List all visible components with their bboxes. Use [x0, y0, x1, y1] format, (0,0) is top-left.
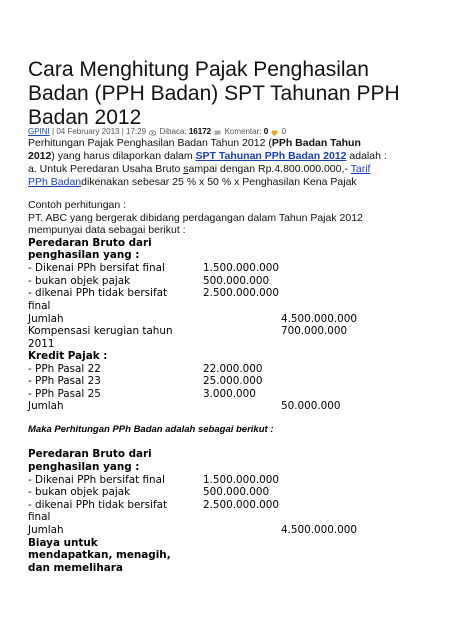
s1-year: 2011: [28, 338, 55, 350]
s1-final: final: [28, 300, 51, 312]
s2-row-value: 2.500.000.000: [203, 499, 280, 511]
s2-row-value: 1.500.000.000: [203, 474, 280, 486]
s1-row-value: 1.500.000.000: [203, 262, 280, 274]
article-title-line-1: Cara Menghitung Pajak Penghasilan: [28, 58, 369, 81]
tarif-link[interactable]: Tarif: [350, 163, 371, 175]
s1-row-value: 500.000.000: [203, 275, 270, 287]
comment-icon: [214, 129, 221, 135]
s1-kredit-label: - PPh Pasal 25: [28, 388, 101, 400]
likes-count: 0: [281, 127, 287, 136]
eye-icon: [149, 129, 156, 135]
company-line-2: mempunyai data sebagai berikut :: [28, 224, 186, 236]
s2-biaya-3: dan memelihara: [28, 562, 123, 574]
pph-badan-link[interactable]: PPh Badan: [28, 176, 82, 188]
s1-heading-1: Peredaran Bruto dari: [28, 237, 152, 249]
s2-heading-1: Peredaran Bruto dari: [28, 448, 152, 460]
comments-count: 0: [263, 127, 269, 136]
s2-row-label: - dikenai PPh tidak bersifat: [28, 499, 168, 511]
s1-jumlah: Jumlah: [28, 313, 64, 325]
s2-biaya-2: mendapatkan, menagih,: [28, 549, 171, 561]
s1-heading-2: penghasilan yang :: [28, 249, 140, 261]
s1-row-value: 2.500.000.000: [203, 287, 280, 299]
s2-biaya-1: Biaya untuk: [28, 537, 98, 549]
s1-row-label: - bukan objek pajak: [28, 275, 131, 287]
s1-row-label: - dikenai PPh tidak bersifat: [28, 287, 168, 299]
article-meta: [28, 127, 286, 136]
company-line-1: PT. ABC yang bergerak dibidang perdagangan dalam Tahun Pajak 2012: [28, 212, 363, 224]
s1-kredit-label: - PPh Pasal 23: [28, 375, 101, 387]
article-title-line-2: Badan (PPH Badan) SPT Tahunan PPH: [28, 82, 400, 105]
spt-link[interactable]: SPT Tahunan PPh Badan 2012: [195, 150, 347, 162]
post-date: | 04 February 2013 | 17:29: [52, 127, 147, 136]
article-title-line-3: Badan 2012: [28, 106, 142, 129]
s2-row-label: - bukan objek pajak: [28, 486, 131, 498]
s1-jumlah-value: 4.500.000.000: [281, 313, 358, 325]
s2-row-value: 500.000.000: [203, 486, 270, 498]
intro-line-4: PPh Badandikenakan sebesar 25 % x 50 % x Penghasilan Kena Pajak: [28, 176, 357, 188]
intro-line-2: 2012) yang harus dilaporkan dalam SPT Tahunan PPh Badan 2012 adalah :: [28, 150, 387, 162]
s1-kompensasi-value: 700.000.000: [281, 325, 348, 337]
s1-kompensasi: Kompensasi kerugian tahun: [28, 325, 173, 337]
views-count: 16172: [188, 127, 212, 136]
s1-kredit-value: 25.000.000: [203, 375, 263, 387]
intro-line-3: a. Untuk Peredaran Usaha Bruto sampai dengan Rp.4.800.000.000,- Tarif: [28, 163, 371, 175]
intro-line-1: Perhitungan Pajak Penghasilan Badan Tahun 2012 (PPh Badan Tahun: [28, 137, 361, 149]
s2-final: final: [28, 511, 51, 523]
views-label: Dibaca:: [159, 127, 187, 136]
author-link[interactable]: GPINI: [28, 127, 50, 136]
s2-jumlah-value: 4.500.000.000: [281, 524, 358, 536]
s2-heading-2: penghasilan yang :: [28, 461, 140, 473]
s2-row-label: - Dikenai PPh bersifat final: [28, 474, 165, 486]
comments-label: Komentar:: [224, 127, 262, 136]
contoh-heading: Contoh perhitungan :: [28, 199, 127, 211]
s1-jumlah2: Jumlah: [28, 400, 64, 412]
s1-kredit-value: 3.000.000: [203, 388, 256, 400]
s1-kredit-heading: Kredit Pajak :: [28, 350, 108, 362]
maka-heading: Maka Perhitungan PPh Badan adalah sebagai berikut :: [28, 424, 274, 435]
s2-jumlah: Jumlah: [28, 524, 64, 536]
s1-row-label: - Dikenai PPh bersifat final: [28, 262, 165, 274]
s1-kredit-value: 22.000.000: [203, 363, 263, 375]
like-icon[interactable]: [271, 129, 278, 135]
s1-jumlah2-value: 50.000.000: [281, 400, 341, 412]
s1-kredit-label: - PPh Pasal 22: [28, 363, 101, 375]
